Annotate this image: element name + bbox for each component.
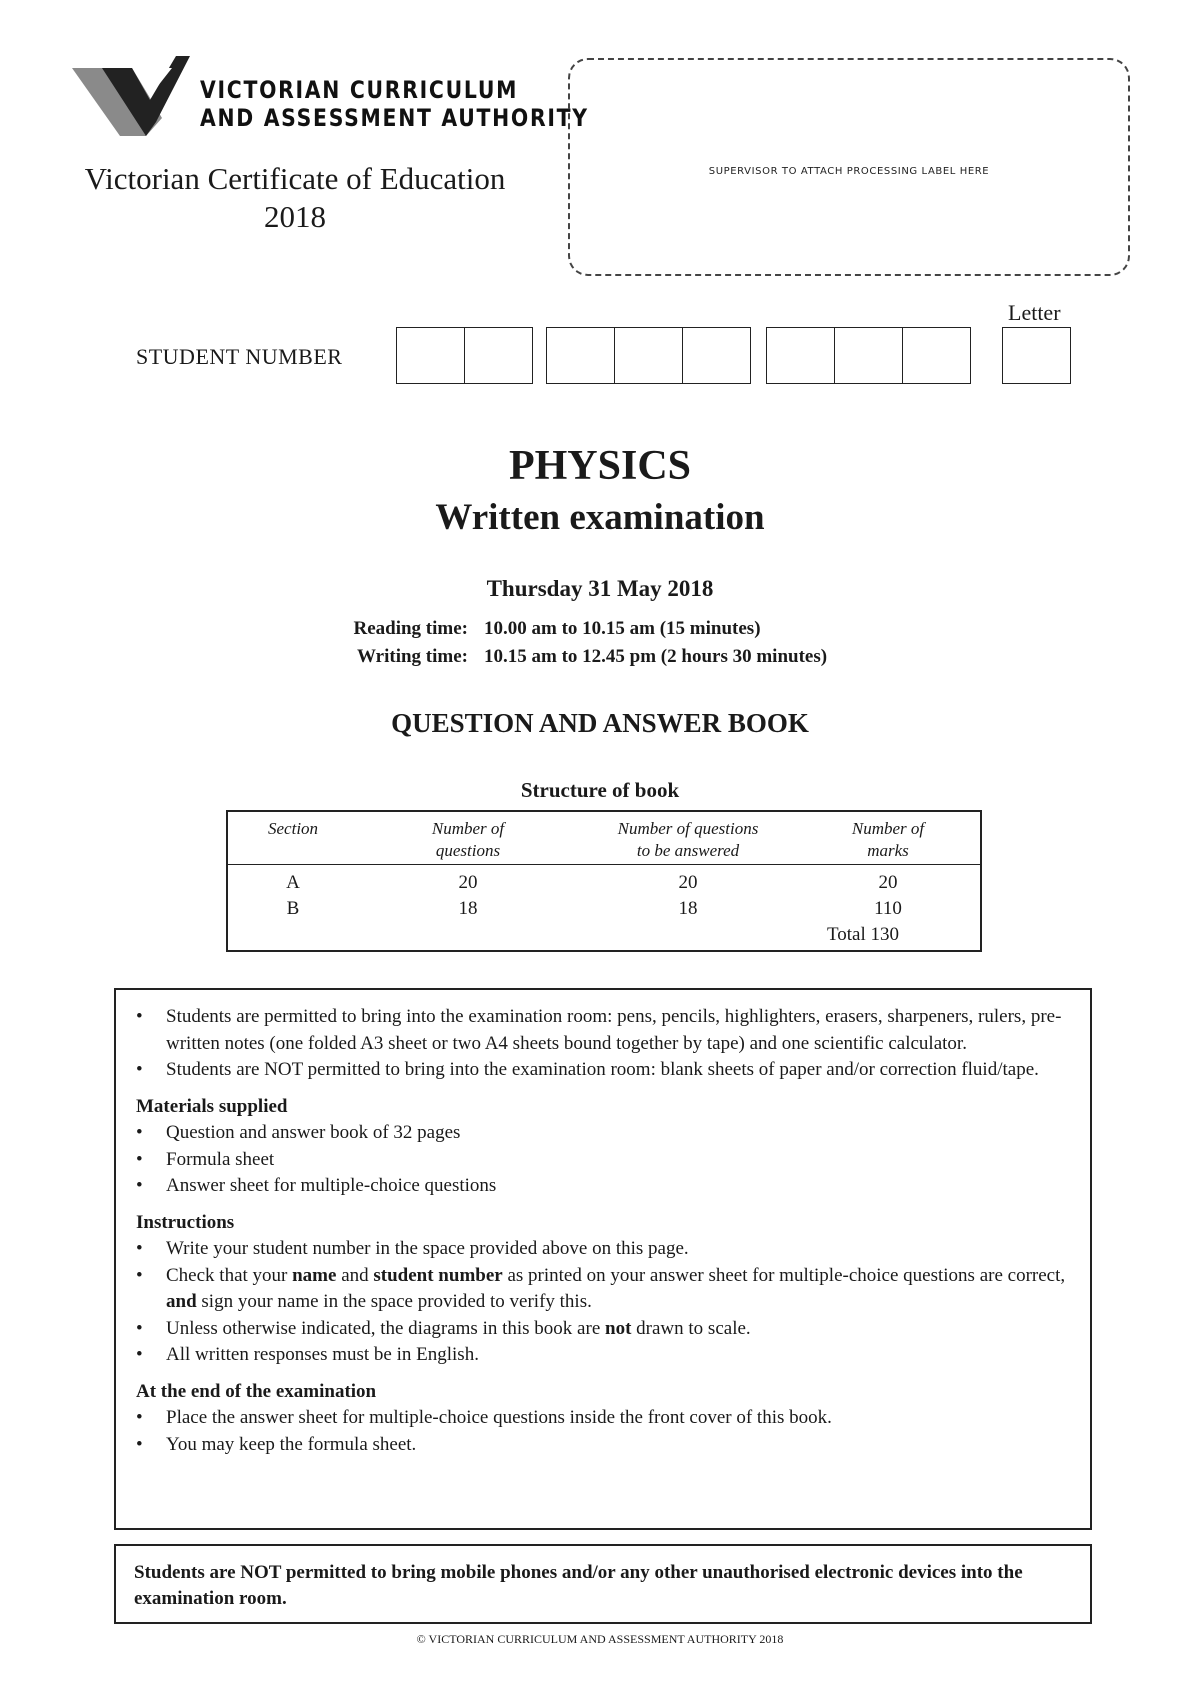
bullet: •: [136, 1264, 143, 1286]
bullet: •: [136, 1238, 143, 1259]
bullet: •: [136, 1122, 143, 1143]
instruction-text: and: [336, 1264, 374, 1286]
instructions-heading: Instructions: [136, 1211, 235, 1233]
student-number-box-4[interactable]: [614, 327, 683, 384]
warning-text: Students are NOT permitted to bring mobile phones and/or any other unauthorised electronic devices into the examination room.: [134, 1562, 1023, 1609]
instruction-emphasis: and: [166, 1291, 197, 1312]
header-num-questions-line1: Number of: [431, 819, 505, 838]
instruction-emphasis: not: [605, 1317, 632, 1339]
instruction-text: drawn to scale.: [631, 1317, 751, 1339]
material-text: Formula sheet: [166, 1148, 275, 1170]
instruction-emphasis: student number: [373, 1264, 503, 1286]
instruction-text: as printed on your answer sheet for multiple-choice questions are correct,: [502, 1264, 1066, 1286]
bullet: •: [136, 1148, 143, 1170]
exam-date: Thursday 31 May 2018: [486, 576, 714, 601]
list-item: [136, 1004, 1076, 1057]
header-answered-line2: to be answered: [636, 841, 740, 860]
end-instruction-text: Place the answer sheet for multiple-choice questions inside the front cover of this book.: [166, 1407, 832, 1428]
instructions-box: [114, 988, 1092, 1530]
student-number-box-5[interactable]: [682, 327, 751, 384]
header-marks: [818, 818, 958, 862]
bullet: •: [136, 1407, 143, 1428]
bullet: •: [136, 1317, 143, 1339]
list-item: [136, 1147, 1076, 1174]
header-num-questions: [398, 818, 538, 862]
writing-time-value: 10.15 am to 12.45 pm (2 hours 30 minutes): [484, 646, 828, 667]
list-item: [136, 1236, 1076, 1263]
row-b-questions: 18: [458, 898, 478, 919]
bullet: •: [136, 1059, 143, 1080]
list-item: [136, 1120, 1076, 1147]
letter-label: Letter: [1008, 300, 1061, 325]
not-permitted-items-text: Students are NOT permitted to bring into the examination room: blank sheets of paper and/or correction fluid/tape.: [166, 1059, 1039, 1080]
row-b-marks: 110: [874, 898, 902, 919]
logo-line-2: AND ASSESSMENT AUTHORITY: [200, 104, 589, 132]
student-number-box-6[interactable]: [766, 327, 835, 384]
structure-title: Structure of book: [520, 778, 680, 802]
logo-line-1: VICTORIAN CURRICULUM: [200, 76, 519, 104]
header-marks-line2: marks: [867, 841, 909, 860]
certificate-year: 2018: [264, 199, 326, 234]
materials-heading: Materials supplied: [136, 1095, 288, 1117]
bullet: •: [136, 1344, 143, 1365]
subject-title: PHYSICS: [508, 443, 692, 489]
instruction-text: Write your student number in the space provided above on this page.: [166, 1238, 689, 1259]
copyright-notice: © VICTORIAN CURRICULUM AND ASSESSMENT AUTHORITY 2018: [416, 1632, 784, 1646]
header-num-questions-line2: questions: [435, 841, 501, 860]
bullet: •: [136, 1433, 143, 1455]
electronic-devices-warning-box: [114, 1544, 1092, 1624]
header-marks-line1: Number of: [851, 819, 925, 838]
header-divider: [228, 864, 980, 865]
list-item: [136, 1057, 1076, 1084]
student-number-label: STUDENT NUMBER: [136, 344, 343, 369]
header-answered-line1: Number of questions: [617, 819, 759, 838]
bullet: •: [136, 1175, 143, 1196]
end-heading: At the end of the examination: [136, 1380, 377, 1402]
student-number-box-8[interactable]: [902, 327, 971, 384]
certificate-name: Victorian Certificate of Education: [84, 161, 506, 196]
instruction-text: sign your name in the space provided to verify this.: [196, 1291, 592, 1312]
row-a-questions: 20: [458, 872, 478, 893]
list-item: [136, 1263, 1076, 1316]
student-letter-box[interactable]: [1002, 327, 1071, 384]
end-instruction-text: You may keep the formula sheet.: [166, 1433, 417, 1455]
writing-time-label: Writing time:: [357, 646, 468, 667]
instruction-emphasis: name: [292, 1264, 337, 1286]
student-number-box-1[interactable]: [396, 327, 465, 384]
list-item: [136, 1342, 1076, 1369]
student-number-box-3[interactable]: [546, 327, 615, 384]
material-text: Question and answer book of 32 pages: [166, 1122, 461, 1143]
permitted-items-text: Students are permitted to bring into the examination room: pens, pencils, highlighters, erasers, sharpeners, rulers, pre-written notes (one folded A3 sheet or two A4 sheets bound together by tape) and one scientific calculator.: [166, 1006, 1062, 1054]
material-text: Answer sheet for multiple-choice questions: [166, 1175, 497, 1196]
book-type-heading: QUESTION AND ANSWER BOOK: [391, 708, 809, 738]
row-b-answered: 18: [678, 898, 698, 919]
list-item: [136, 1316, 1076, 1343]
processing-label-text: SUPERVISOR TO ATTACH PROCESSING LABEL HERE: [708, 166, 990, 177]
row-a-marks: 20: [878, 872, 898, 893]
instruction-text: Check that your: [166, 1264, 293, 1286]
row-b-section: B: [286, 898, 300, 919]
exam-type: Written examination: [435, 497, 765, 538]
total-marks: Total 130: [826, 924, 900, 945]
instruction-text: Unless otherwise indicated, the diagrams in this book are: [166, 1317, 606, 1339]
list-item: [136, 1173, 1076, 1200]
list-item: [136, 1432, 1076, 1459]
header-answered: [578, 818, 798, 862]
bullet: •: [136, 1006, 143, 1027]
vcaa-logo-text: [200, 76, 589, 132]
student-number-box-2[interactable]: [464, 327, 533, 384]
row-a-section: A: [286, 872, 300, 893]
header-section: [248, 818, 358, 840]
instruction-text: All written responses must be in English.: [166, 1344, 479, 1365]
reading-time-value: 10.00 am to 10.15 am (15 minutes): [484, 618, 761, 639]
list-item: [136, 1405, 1076, 1432]
structure-table: [226, 810, 982, 952]
header-section-text: Section: [268, 819, 319, 838]
reading-time-label: Reading time:: [353, 618, 468, 639]
row-a-answered: 20: [678, 872, 698, 893]
certificate-title: [60, 160, 530, 236]
student-number-box-7[interactable]: [834, 327, 903, 384]
